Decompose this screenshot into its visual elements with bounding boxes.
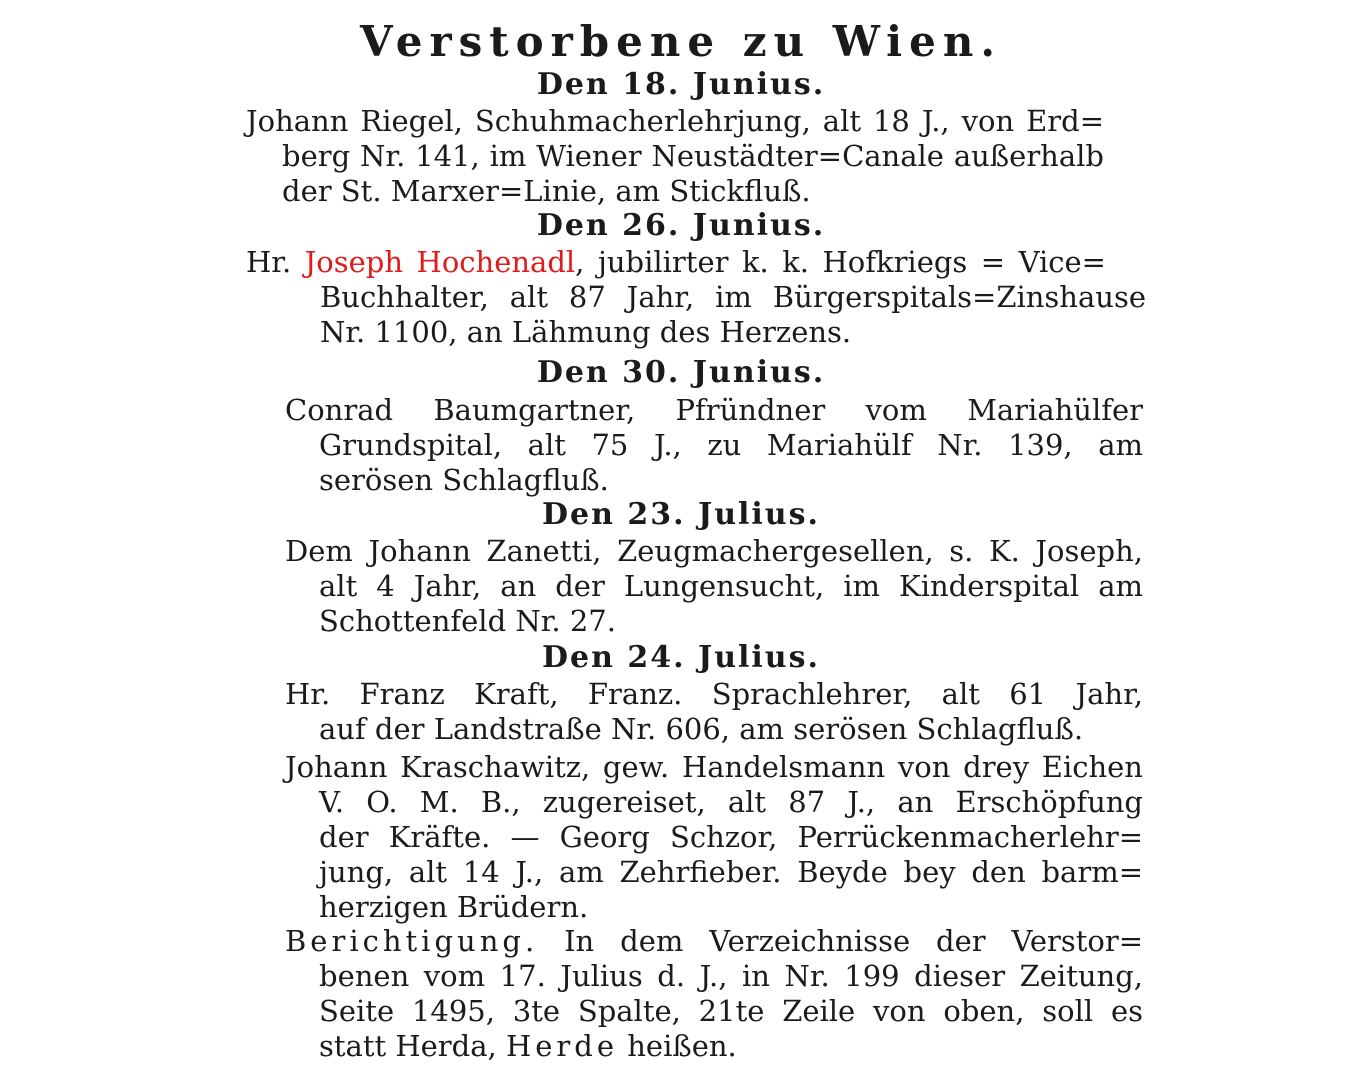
entry-line: Buchhalter, alt 87 Jahr, im Bürgerspitals=Zinshause bbox=[320, 280, 1146, 314]
corrected-word: Herde bbox=[505, 1029, 619, 1063]
entry-line: auf der Landstraße Nr. 606, am serösen Schlagfluß. bbox=[319, 712, 1084, 746]
entry-line: Hr. Franz Kraft, Franz. Sprachlehrer, alt 61 Jahr, bbox=[285, 677, 1143, 711]
entry-line: Johann Kraschawitz, gew. Handelsmann von drey Eichen bbox=[285, 750, 1143, 784]
entry-line-rest: , jubilirter k. k. Hofkriegs = Vice= bbox=[575, 245, 1106, 279]
death-entry bbox=[285, 393, 1143, 498]
page-title: Verstorbene zu Wien. bbox=[359, 17, 1002, 66]
entry-line: herzigen Brüdern. bbox=[319, 890, 589, 924]
entry-line: der Kräfte. — Georg Schzor, Perrückenmacherlehr= bbox=[319, 820, 1143, 854]
correction-label: Berichtigung. bbox=[285, 924, 539, 958]
entry-line-part: statt Herda, bbox=[319, 1029, 497, 1063]
correction-notice bbox=[285, 924, 1143, 1064]
entry-line-part: heißen. bbox=[627, 1029, 737, 1063]
entry-line bbox=[246, 245, 1106, 280]
section-date: Den 18. Junius. bbox=[536, 67, 826, 102]
death-entry bbox=[285, 750, 1143, 925]
entry-line: Conrad Baumgartner, Pfründner vom Mariahülfer bbox=[285, 393, 1143, 427]
death-entry bbox=[285, 534, 1143, 639]
entry-line: Johann Riegel, Schuhmacherlehrjung, alt 18 J., von Erd= bbox=[246, 104, 1104, 138]
death-entry bbox=[285, 677, 1143, 747]
death-entry bbox=[246, 104, 1104, 209]
entry-line: jung, alt 14 J., am Zehrfieber. Beyde bey den barm= bbox=[319, 855, 1143, 889]
entry-line bbox=[319, 1029, 1143, 1064]
entry-line: berg Nr. 141, im Wiener Neustädter=Canale außerhalb bbox=[282, 139, 1104, 173]
entry-line: Grundspital, alt 75 J., zu Mariahülf Nr. 139, am bbox=[319, 428, 1143, 462]
entry-line: serösen Schlagfluß. bbox=[319, 463, 609, 497]
section-date: Den 26. Junius. bbox=[536, 208, 826, 243]
entry-line: der St. Marxer=Linie, am Stickfluß. bbox=[282, 174, 811, 208]
entry-line: Dem Johann Zanetti, Zeugmachergesellen, s. K. Joseph, bbox=[285, 534, 1143, 568]
entry-line: benen vom 17. Julius d. J., in Nr. 199 dieser Zeitung, bbox=[319, 959, 1143, 993]
entry-line-rest: In dem Verzeichnisse der Verstor= bbox=[564, 924, 1143, 958]
entry-line: Schottenfeld Nr. 27. bbox=[319, 604, 616, 638]
entry-line bbox=[285, 924, 1143, 959]
section-date: Den 24. Julius. bbox=[542, 640, 820, 675]
honorific: Hr. bbox=[246, 245, 292, 279]
entry-line: V. O. M. B., zugereiset, alt 87 J., an Erschöpfung bbox=[319, 785, 1143, 819]
entry-line: alt 4 Jahr, an der Lungensucht, im Kinderspital am bbox=[319, 569, 1143, 603]
section-date: Den 23. Julius. bbox=[542, 497, 820, 532]
highlighted-name: Joseph Hochenadl bbox=[304, 245, 576, 279]
entry-line: Nr. 1100, an Lähmung des Herzens. bbox=[320, 315, 852, 349]
section-date: Den 30. Junius. bbox=[536, 355, 826, 390]
death-entry bbox=[246, 245, 1146, 350]
entry-line: Seite 1495, 3te Spalte, 21te Zeile von oben, soll es bbox=[319, 994, 1143, 1028]
